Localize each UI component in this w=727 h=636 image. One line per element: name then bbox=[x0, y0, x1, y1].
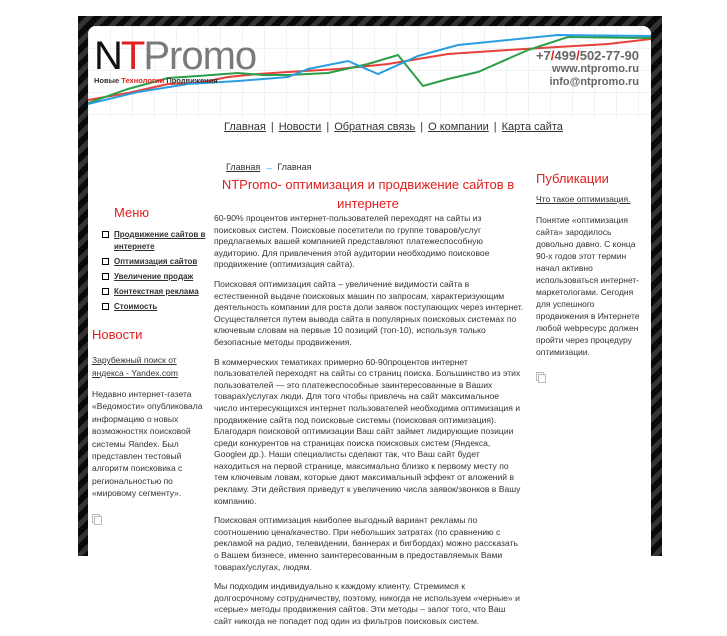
website-address: www.ntpromo.ru bbox=[552, 63, 639, 75]
content-paragraph: Мы подходим индивидуально к каждому клиенту. Стремимся к долгосрочному сотрудничеству, поэтому, никогда не используем «черные» и «серые» методы продвижения сайтов. Эти методы – залог того, что Ваш сайт никогда не попадет под один из фильтров поисковых систем. bbox=[214, 581, 520, 626]
breadcrumb-current: Главная bbox=[277, 162, 312, 172]
copy-icon[interactable] bbox=[536, 372, 544, 381]
nav-link-sitemap[interactable]: Карта сайта bbox=[501, 121, 563, 133]
menu-link[interactable]: Оптимизация сайтов bbox=[114, 257, 198, 266]
nav-link-about[interactable]: О компании bbox=[428, 121, 489, 133]
menu-link[interactable]: Стоимость bbox=[114, 302, 158, 311]
content-paragraph: В коммерческих тематиках примерно 60-90процентов интернет пользователей переходят на сайты со страниц поиска. Большинство из этих пользователей — это платежеспособные заинтересованные в Ваших товарах/услугах люди. Для того чтобы привлечь на сайт максимальное число интересующихся интернет пользователей необходима оптимизация и продвижение сайта под поисковые системы (поисковая оптимизация). Благодаря поисковой оптимизации Ваш сайт займет лидирующие позиции среди конкурентов на страницах поиска поисковых систем (Яндекса, Googleи др.). Наши специалисты сделают так, что Ваш сайт будет находиться на первой странице, максимально близко к первому месту по тем ключевым ловам, которые дают максимальный эффект от вложений в рекламу. Эти действия приведут к увеличению числа заявок/звонков в Вашу компанию. bbox=[214, 356, 521, 506]
logo[interactable] bbox=[94, 34, 257, 85]
phone-number: +7/499/502-77-90 bbox=[535, 48, 639, 63]
news-heading: Новости bbox=[92, 327, 143, 342]
logo-letter-n: N bbox=[94, 34, 121, 78]
menu-heading: Меню bbox=[114, 205, 150, 220]
top-navigation bbox=[224, 121, 563, 133]
email-address: info@ntpromo.ru bbox=[549, 76, 639, 88]
page-title: NTPromo- оптимизация и продвижение сайтов в интернете bbox=[221, 177, 515, 211]
copy-icon[interactable] bbox=[92, 514, 100, 523]
nav-separator: | bbox=[326, 121, 330, 133]
nav-separator: | bbox=[420, 121, 424, 133]
arrow-right-icon: → bbox=[264, 162, 274, 172]
header-banner bbox=[88, 26, 651, 118]
menu-item-promotion bbox=[92, 229, 207, 253]
menu-link[interactable]: Увеличение продаж bbox=[114, 272, 194, 281]
side-menu bbox=[92, 229, 207, 313]
menu-link[interactable]: Контекстная реклама bbox=[114, 287, 199, 296]
nav-link-news[interactable]: Новости bbox=[278, 121, 322, 133]
menu-item-optimization bbox=[92, 256, 207, 268]
menu-item-sales bbox=[92, 271, 207, 283]
menu-item-pricing bbox=[92, 301, 207, 313]
logo-tagline: Новые Технологии Продвижения bbox=[94, 76, 218, 85]
square-bullet-icon bbox=[102, 258, 109, 265]
breadcrumb bbox=[226, 162, 312, 172]
square-bullet-icon bbox=[102, 303, 109, 310]
square-bullet-icon bbox=[102, 273, 109, 280]
nav-separator: | bbox=[270, 121, 274, 133]
nav-separator: | bbox=[493, 121, 497, 133]
publications-heading: Публикации bbox=[536, 171, 609, 186]
right-sidebar bbox=[536, 171, 642, 381]
nav-link-feedback[interactable]: Обратная связь bbox=[334, 121, 416, 133]
content-paragraph: 60-90% процентов интернет-пользователей переходят на сайты из поисковых систем. Поисковые посетители по группе товаров/услуг предлагаемых вашей компанией представляют платежеспособную аудиторию. Для привлечения этой аудитории необходимо поисковое продвижение (оптимизация сайта). bbox=[214, 213, 490, 270]
news-article-link[interactable]: Зарубежный поиск от яндекса - Yandex.com bbox=[92, 355, 178, 378]
breadcrumb-home-link[interactable]: Главная bbox=[226, 162, 261, 172]
menu-item-context-ads bbox=[92, 286, 207, 298]
left-sidebar bbox=[92, 205, 207, 523]
content-paragraph: Поисковая оптимизация сайта – увеличение видимости сайта в естественной выдаче поисковых машин по запросам, характеризующим деятельность компании для роста доли заявок поступающих через интернет. Осуществляется путем вывода сайта в популярных поисковых системах по ключевым словам на первые 10 позиций (топ-10), используя только безопасные методы продвижения. bbox=[214, 278, 524, 347]
content-paragraph: Поисковая оптимизация наиболее выгодный вариант рекламы по соотношению цена/качество. При небольших затратах (по сравнению с рекламой на радио, телевидении, баннерах и бигбордах) можно рассказать о Вашем бизнесе, именно заинтересованным в предоставляемых Вами товарах/услугах, людям. bbox=[214, 515, 519, 572]
square-bullet-icon bbox=[102, 231, 109, 238]
publication-text: Понятие «оптимизация сайта» зародилось довольно давно. С конца 90-х годов этот термин начал активно использоваться интернет-маркетологами. Сегодня для успешного продвижения в Интернете любой webресурс должен пройти через процедуру оптимизации. bbox=[536, 215, 640, 357]
nav-link-home[interactable]: Главная bbox=[224, 121, 266, 133]
publication-link[interactable]: Что такое оптимизация. bbox=[536, 194, 631, 204]
contact-info bbox=[536, 48, 639, 89]
logo-letter-t: T bbox=[120, 34, 144, 78]
main-content bbox=[214, 213, 524, 636]
news-article-text: Недавно интернет-газета «Ведомости» опубликовала информацию о новых возможностях поисковой системы Яandex. Был представлен тестовый алгоритм поисковика с региональностью по «мировому сегменту». bbox=[92, 389, 203, 499]
menu-link[interactable]: Продвижение сайтов в интернете bbox=[114, 230, 206, 251]
logo-promo-text: Promo bbox=[143, 34, 257, 78]
square-bullet-icon bbox=[102, 288, 109, 295]
